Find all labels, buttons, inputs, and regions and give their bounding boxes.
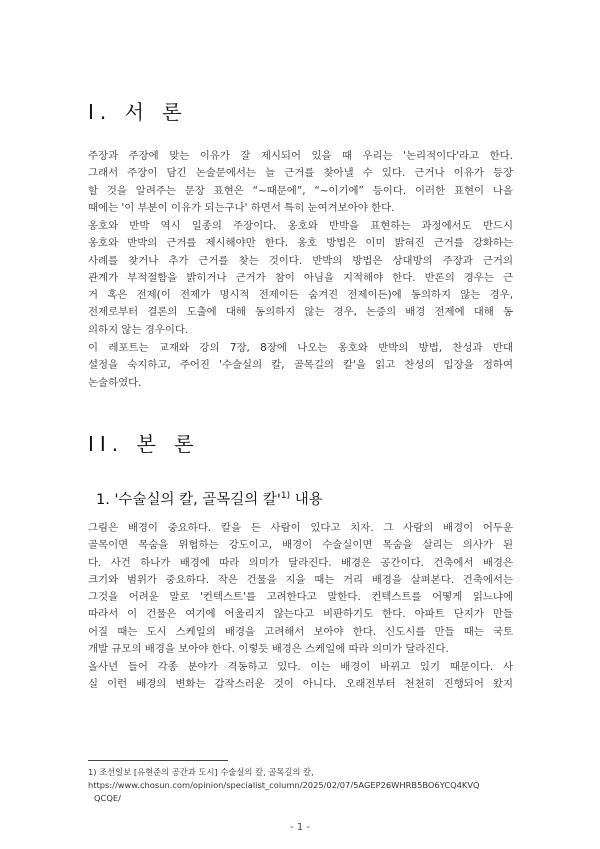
intro-paragraph-2 (88, 218, 513, 339)
footnote-divider (88, 760, 228, 761)
text-line: 전제로부터 결론의 도출에 대해 동의하지 않는 경우, 논증의 배경 전제에 대해 동 (88, 306, 513, 319)
text-line: 옹호와 반박의 근거를 제시해야만 한다. 옹호 방법은 이미 밝혀진 근거를 강화하는 (88, 237, 513, 250)
text-line: 따라서 이 건물은 여기에 어울리지 않는다고 비판하기도 한다. 아파트 단지가 만들 (88, 608, 513, 621)
text-line: 올사년 들어 각종 분야가 격동하고 있다. 이는 배경이 바뀌고 있기 때문이다. 사 (88, 661, 513, 673)
text-line: 할 것을 알려주는 문장 표현은 “~때문에”, “~이기에” 등이다. 이러한 표현이 나올 (88, 184, 513, 197)
intro-paragraph-3 (88, 340, 513, 392)
body-paragraph-1 (88, 520, 513, 658)
text-line: 다. 사건 하나가 배경에 따라 의미가 달라진다. 배경은 공간이다. 건축에서 배경은 (88, 556, 513, 569)
text-line: 옹호와 반박 역시 일종의 주장이다. 옹호와 반박을 표현하는 과정에서도 반드시 (88, 220, 513, 232)
body-paragraph-2 (88, 659, 513, 694)
text-line: 논술하였다. (88, 376, 142, 389)
text-line: 실 이런 배경의 변화는 갑작스러운 것이 아니다. 오래전부터 천천히 진행되어 왔지 (88, 678, 513, 691)
subsection-title: 1. '수술실의 칼, 골목길의 칼' (96, 492, 281, 508)
text-line: 어질 때는 도시 스케일의 배경을 고려해서 보아야 한다. 신도시를 만들 때는 국토 (88, 625, 513, 638)
text-line: 그림은 배경이 중요하다. 칼을 든 사람이 있다고 치자. 그 사람의 배경이 어두운 (88, 522, 513, 534)
text-line: 설정을 숙지하고, 주어진 '수술실의 칼, 골목길의 칼'을 읽고 찬성의 입장을 정하여 (88, 359, 513, 372)
text-line: 주장과 주장에 맞는 이유가 잘 제시되어 있을 때 우리는 '논리적이다'라고 한다. (88, 150, 513, 162)
text-line: 골목이면 목숨을 위협하는 강도이고, 배경이 수술실이면 목숨을 살리는 의사가 된 (88, 539, 513, 552)
subsection-title-tail: 내용 (290, 492, 323, 508)
text-line: 거 혹은 전제(이 전제가 명시적 전제이든 숨겨진 전제이든)에 동의하지 않는 경우, (88, 289, 513, 302)
text-line: 그것을 어려운 말로 '컨텍스트'를 고려한다고 말한다. 컨텍스트를 어떻게 읽느냐에 (88, 591, 513, 604)
text-line: 크기와 범위가 중요하다. 작은 건물을 지을 때는 거리 배경을 살펴본다. 건축에서는 (88, 573, 513, 586)
subsection-heading (96, 488, 323, 509)
footnote (88, 766, 528, 805)
section-heading-body: II. 본 론 (88, 432, 200, 456)
intro-paragraph-1 (88, 148, 513, 217)
footnote-citation: 1) 조선일보 [유현준의 공간과 도시] 수술실의 칼, 골목길의 칼, (88, 767, 314, 777)
text-line: 개발 규모의 배경을 보아야 한다. 이렇듯 배경은 스케일에 따라 의미가 달라진다. (88, 643, 449, 656)
text-line: 이 레포트는 교재와 강의 7장, 8장에 나오는 옹호와 반박의 방법, 찬성과 반대 (88, 342, 513, 354)
text-line: 사례를 찾거나 추가 근거를 찾는 것이다. 반박의 방법은 상대방의 주장과 근거의 (88, 254, 513, 267)
page-number: - 1 - (290, 822, 310, 833)
section-heading-introduction: I. 서 론 (88, 100, 188, 124)
footnote-reference: 1) (280, 491, 291, 502)
text-line: 때에는 '이 부분이 이유가 되는구나' 하면서 특히 눈여겨보아야 한다. (88, 201, 395, 214)
footnote-url[interactable]: https://www.chosun.com/opinion/specialist_column/2025/02/07/5AGEP26WHRB5BO6YCQ4KVQ (88, 780, 480, 790)
footnote-url-continued[interactable]: QCQE/ (94, 793, 121, 803)
text-line: 의하지 않는 경우이다. (88, 323, 189, 336)
text-line: 그래서 주장이 담긴 논술문에서는 늘 근거를 찾아낼 수 있다. 근거나 이유가 등장 (88, 167, 513, 180)
text-line: 관계가 부적절함을 밝히거나 근거가 참이 아님을 지적해야 한다. 반론의 경우는 근 (88, 271, 513, 284)
